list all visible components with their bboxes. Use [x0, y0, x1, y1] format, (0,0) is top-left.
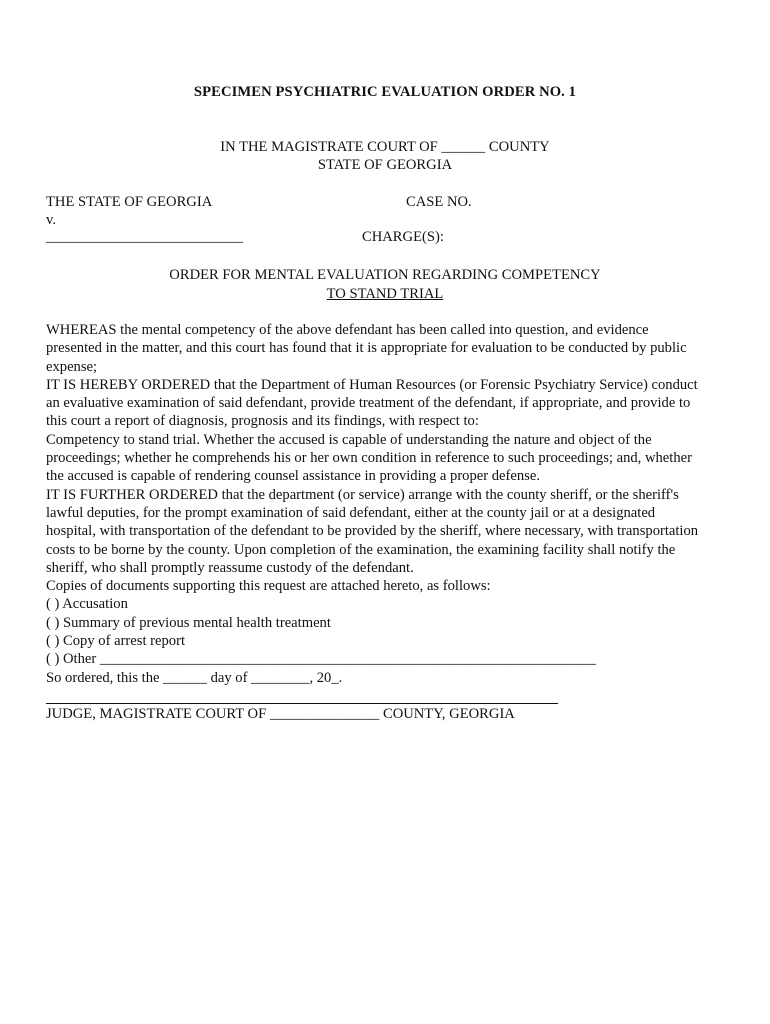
caption-state: THE STATE OF GEORGIA: [46, 194, 213, 210]
caption-versus: v.: [46, 212, 56, 228]
body-line: Copies of documents supporting this request are attached hereto, as follows:: [46, 578, 491, 595]
charges-label: CHARGE(S):: [362, 229, 444, 245]
order-heading-line-1: ORDER FOR MENTAL EVALUATION REGARDING COMPETENCY: [169, 267, 601, 283]
body-line: sheriff, who shall promptly reassume custody of the defendant.: [46, 559, 414, 576]
checkbox-item-other: ( ) Other ____________________________________________________________________: [46, 651, 597, 668]
order-heading-line-2: [0, 286, 770, 303]
body-line: the accused is capable of rendering counsel assistance in providing a proper defense.: [46, 468, 540, 485]
judge-signature-caption: JUDGE, MAGISTRATE COURT OF _______________ COUNTY, GEORGIA: [46, 706, 515, 722]
checkbox-item-accusation: ( ) Accusation: [46, 596, 128, 613]
order-body: [46, 321, 726, 687]
body-line: hospital, with transportation of the defendant to be provided by the sheriff, where necessary, with transportation: [46, 523, 699, 540]
body-line: Competency to stand trial. Whether the accused is capable of understanding the nature and object of the: [46, 431, 652, 448]
defendant-name-blank: ___________________________: [46, 229, 244, 245]
body-line: IT IS HEREBY ORDERED that the Department of Human Resources (or Forensic Psychiatry Service) conduct: [46, 376, 698, 393]
court-state-line: STATE OF GEORGIA: [317, 157, 453, 173]
body-line: WHEREAS the mental competency of the above defendant has been called into question, and evidence: [46, 322, 649, 338]
body-line: IT IS FURTHER ORDERED that the department (or service) arrange with the county sheriff, or the sheriff's: [46, 486, 679, 503]
so-ordered-line: So ordered, this the ______ day of ________, 20_.: [46, 669, 343, 686]
court-name-line: IN THE MAGISTRATE COURT OF ______ COUNTY: [220, 139, 550, 155]
body-line: costs to be borne by the county. Upon completion of the examination, the examining facility shall notify the: [46, 541, 676, 558]
body-line: proceedings; whether he comprehends his or her own condition in reference to such proceedings; and, whether: [46, 450, 692, 467]
body-line: an evaluative examination of said defendant, provide treatment of the defendant, if appropriate, and provide to: [46, 395, 691, 412]
case-number-label: CASE NO.: [406, 194, 472, 210]
order-heading-underlined: TO STAND TRIAL: [326, 286, 444, 302]
checkbox-item-treatment-summary: ( ) Summary of previous mental health treatment: [46, 614, 331, 631]
body-line: this court a report of diagnosis, prognosis and its findings, with respect to:: [46, 413, 479, 430]
document-title: SPECIMEN PSYCHIATRIC EVALUATION ORDER NO. 1: [193, 84, 577, 100]
checkbox-item-arrest-report: ( ) Copy of arrest report: [46, 633, 185, 650]
body-line: lawful deputies, for the prompt examination of said defendant, either at the county jail or at a designated: [46, 504, 656, 521]
body-line: expense;: [46, 358, 98, 375]
body-line: presented in the matter, and this court has found that it is appropriate for evaluation to be conducted by public: [46, 340, 687, 357]
signature-rule: [46, 703, 558, 704]
